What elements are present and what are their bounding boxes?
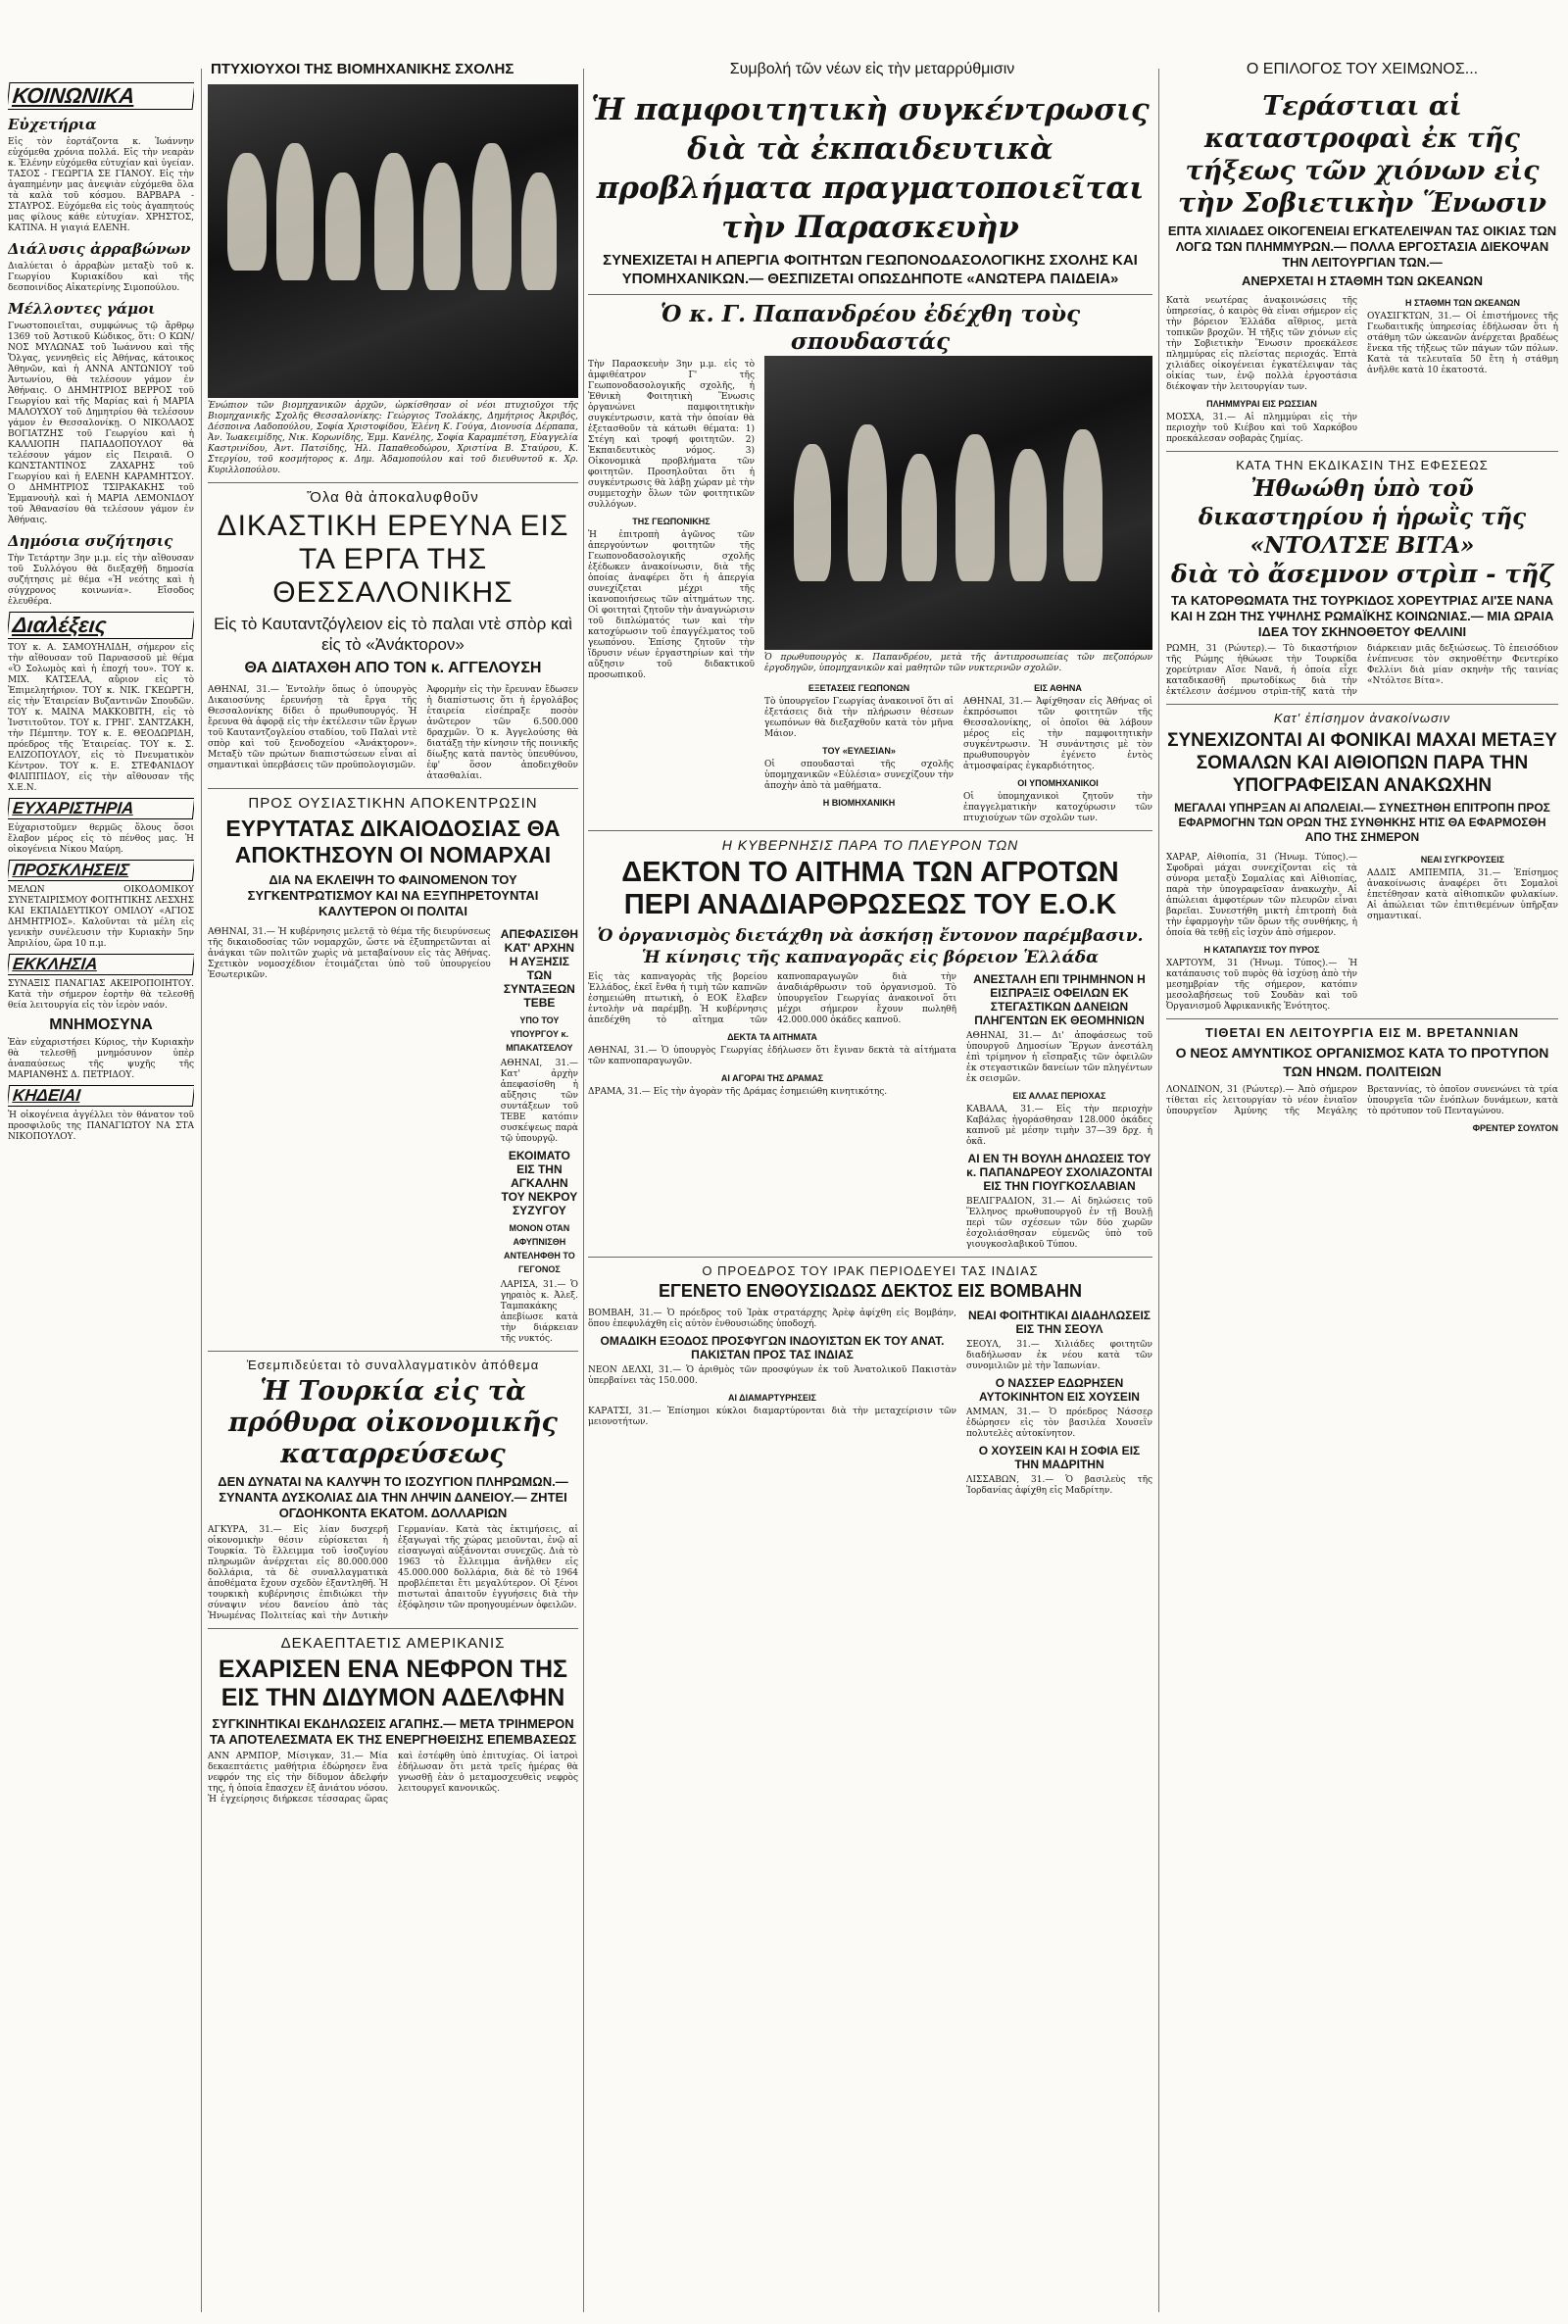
prov-deck: ΔΙΑ ΝΑ ΕΚΛΕΙΨΗ ΤΟ ΦΑΙΝΟΜΕΝΟΝ ΤΟΥ ΣΥΓΚΕΝΤΡΩΤΙΣΜΟΥ ΚΑΙ ΝΑ ΕΞΥΠΗΡΕΤΟΥΝΤΑΙ ΚΑΛΥΤΕΡΟΝ ΟΙ ΠΟΛΙΤΑΙ xyxy=(247,872,539,918)
somalia-body: ΧΑΡΑΡ, Αἰθιοπία, 31 (Ἡνωμ. Τύπος).— Σφοδραὶ μάχαι συνεχίζονται εἰς τὰ σύνορα μεταξὺ Σομαλίας καὶ Αἰθιοπίας, παρὰ τὴν ὑπογραφεῖσαν ἀνακωχὴν. Αἱ ἀπώλειαι ἀμφοτέρων τῶν πλευρῶν εἶναι βαρεῖαι. Συνεστήθη μικτὴ ἐπιτροπὴ διὰ τὴν ἐφαρμογὴν τῶν ὅρων τῆς συνθήκης, ἡ ὁποία θὰ τεθῇ εἰς ἰσχὺν ἀπὸ σήμερον. xyxy=(1166,853,1357,938)
kidney-body: ΑΝΝ ΑΡΜΠΟΡ, Μίσιγκαν, 31.— Μία δεκαεπτάετις μαθήτρια ἐδώρησεν ἕνα νεφρόν της εἰς τὴν δίδυμον ἀδελφήν της, ἡ ὁποία ἔπασχεν ἐξ ἀνιάτου νόσου. Ἡ ἐγχείρησις διήρκεσε τέσσαρας ὥρας καὶ ἐστέφθη ὑπὸ ἐπιτυχίας. Οἱ ἰατροὶ ἐδήλωσαν ὅτι μετὰ τρεῖς ἡμέρας θὰ γνωσθῇ ἐὰν ὁ μεταμοσχευθεὶς νεφρὸς λειτουργεῖ κανονικῶς. xyxy=(208,1752,578,1805)
photo-caption: Ἐνώπιον τῶν βιομηχανικῶν ἀρχῶν, ὡρκίσθησαν οἱ νέοι πτυχιοῦχοι τῆς Βιομηχανικῆς Σχολῆς Θεσσαλονίκης: Γεώργιος Τσολάκης, Δημήτριος Ἀκριβός, Δέσποινα Λαδοπούλου, Σοφία Χριστοφίδου, Ἑλένη Κ. Γούγα, Διονυσία Δέρπαπα, Ἀν. Ἰωακειμίδης, Νικ. Κορωνίδης, Ἐμμ. Κανέλης, Σοφία Καραμπέτση, Εὐαγγελία Καστρινίδου, Ἀντ. Πατσίδης, Ἠλ. Παπαθεοδώρου, Χριστίνα Β. Σταύρου, Κ. Στεργίου, τοῦ κοσμήτορος κ. Δημ. Ἀδαμοπούλου καὶ τοῦ διευθυντοῦ κ. Χρ. Κυριλλοπούλου. xyxy=(208,401,578,475)
snow-deck: ΕΠΤΑ ΧΙΛΙΑΔΕΣ ΟΙΚΟΓΕΝΕΙΑΙ ΕΓΚΑΤΕΛΕΙΨΑΝ ΤΑΣ ΟΙΚΙΑΣ ΤΩΝ ΛΟΓΩ ΤΩΝ ΠΛΗΜΜΥΡΩΝ.— ΠΟΛΛΑ ΕΡΓΟΣΤΑΣΙΑ ΔΙΕΚΟΨΑΝ ΤΗΝ ΛΕΙΤΟΥΡΓΙΑΝ ΤΩΝ.— xyxy=(1167,223,1557,270)
kill-body: ΛΑΡΙΣΑ, 31.— Ὁ γηραιὸς κ. Ἀλεξ. Ταμπακάκης ἀπεβίωσε κατὰ τὴν διάρκειαν τῆς νυκτός. xyxy=(500,1280,578,1344)
demonstr-body: ΚΑΡΑΤΣΙ, 31.— Ἐπίσημοι κύκλοι διαμαρτύρονται διὰ τὴν μεταχείρισιν τῶν μειονοτήτων. xyxy=(588,1407,956,1427)
social-column xyxy=(8,78,194,2312)
prov-body: ΑΘΗΝΑΙ, 31.— Ἡ κυβέρνησις μελετᾷ τὸ θέμα τῆς διευρύνσεως τῆς δικαιοδοσίας τῶν νομαρχῶν, ὥστε νὰ ἐξυπηρετῶνται αἱ ἀνάγκαι τῶν πολιτῶν χωρὶς νὰ μεταβαίνουν εἰς τὰς Ἀθήνας. Σχετικὸν νομοσχέδιον ἑτοιμάζεται ὑπὸ τοῦ ὑπουργείου Ἐσωτερικῶν. xyxy=(208,927,491,980)
drama-title: ΑΙ ΑΓΟΡΑΙ ΤΗΣ ΔΡΑΜΑΣ xyxy=(720,1073,824,1083)
bio-title: Η ΒΙΟΜΗΧΑΝΙΚΗ xyxy=(822,798,896,808)
nasser-body: ΑΜΜΑΝ, 31.— Ὁ πρόεδρος Νάσσερ ἐδώρησεν εἰς τὸν βασιλέα Χουσεῒν πολυτελὲς αὐτοκίνητον. xyxy=(966,1408,1152,1439)
top-header-col4: Ο ΕΠΙΛΟΓΟΣ ΤΟΥ ΧΕΙΜΩΝΟΣ... xyxy=(1246,61,1479,77)
russia-title: ΠΛΗΜΜΥΡΑΙ ΕΙΣ ΡΩΣΣΙΑΝ xyxy=(1206,399,1317,409)
sub-body: Οἱ ὑπομηχανικοὶ ζητοῦν τὴν ἐπαγγελματικὴν κατοχύρωσιν τῶν πτυχιούχων τῶν σχολῶν των. xyxy=(963,792,1152,823)
teve-sub: ΥΠΟ ΤΟΥ ΥΠΟΥΡΓΟΥ κ. ΜΠΑΚΑΤΣΕΛΟΥ xyxy=(506,1015,573,1053)
somalia-kicker: Κατ' ἐπίσημον ἀνακοίνωσιν xyxy=(1273,711,1451,725)
story-subhead: ΘΑ ΔΙΑΤΑΧΘΗ ΑΠΟ ΤΟΝ κ. ΑΓΓΕΛΟΥΣΗ xyxy=(244,660,542,676)
funeral-title: ΚΗΔΕΙΑΙ xyxy=(8,1085,194,1107)
nasser-title: Ο ΝΑΣΣΕΡ ΕΔΩΡΗΣΕΝ ΑΥΤΟΚΙΝΗΤΟΝ ΕΙΣ ΧΟΥΣΕΙΝ xyxy=(979,1376,1140,1404)
demands-body: ΑΘΗΝΑΙ, 31.— Ὁ ὑπουργὸς Γεωργίας ἐδήλωσεν ὅτι ἔγιναν δεκτὰ τὰ αἰτήματα τῶν καπνοπαραγωγῶν. xyxy=(588,1046,956,1066)
snow-headline: Τεράστιαι αἱ καταστροφαὶ ἐκ τῆς τήξεως τῶν χιόνων εἰς τὴν Σοβιετικὴν Ἕνωσιν xyxy=(1177,91,1547,219)
students-body: ΣΕΟΥΛ, 31.— Χιλιάδες φοιτητῶν διαδήλωσαν ἐκ νέου κατὰ τῶν συνομιλιῶν μὲ τὴν Ἰαπωνίαν. xyxy=(966,1340,1152,1371)
hussein-body: ΛΙΣΣΑΒΩΝ, 31.— Ὁ βασιλεὺς τῆς Ἰορδανίας ἀφίχθη εἰς Μαδρίτην. xyxy=(966,1475,1152,1496)
graduates-photo xyxy=(208,84,578,398)
teve-body: ΑΘΗΝΑΙ, 31.— Κατ' ἀρχὴν ἀπεφασίσθη ἡ αὔξησις τῶν συντάξεων τοῦ ΤΕΒΕ κατόπιν συσκέψεως παρὰ τῷ ὑπουργῷ. xyxy=(500,1059,578,1144)
farm-headline: ΔΕΚΤΟΝ ΤΟ ΑΙΤΗΜΑ ΤΩΝ ΑΓΡΟΤΩΝ ΠΕΡΙ ΑΝΑΔΙΑΡΘΡΩΣΕΩΣ ΤΟΥ Ε.Ο.Κ xyxy=(621,857,1119,920)
somalia-deck: ΜΕΓΑΛΑΙ ΥΠΗΡΞΑΝ ΑΙ ΑΠΩΛΕΙΑΙ.— ΣΥΝΕΣΤΗΘΗ ΕΠΙΤΡΟΠΗ ΠΡΟΣ ΕΦΑΡΜΟΓΗΝ ΤΩΝ ΟΡΩΝ ΤΗΣ ΣΥΝΘΗΚΗΣ ΗΤΙΣ ΘΑ ΕΦΑΡΜΟΣΘΗ ΑΠΟ ΤΗΣ ΣΗΜΕΡΟΝ xyxy=(1174,801,1550,844)
engagement-title: Διάλυσις ἀρραβώνων xyxy=(8,240,191,258)
public-title: Δημόσια συζήτησις xyxy=(8,532,173,550)
invites-title: ΠΡΟΣΚΛΗΣΕΙΣ xyxy=(8,860,194,881)
story-body-a: ΑΘΗΝΑΙ, 31.— Ἐντολὴν ὅπως ὁ ὑπουργὸς Δικαιοσύνης ἐρευνήσῃ τὰ ἔργα τῆς Θεσσαλονίκης δίδει ὁ πρωθυπουργός. Ἡ ἔρευνα θὰ ἀφορᾷ εἰς τὴν ἐκτέλεσιν τῶν ἔργων τοῦ Καυταντζογλείου σταδίου, τοῦ Παλαὶ ντὲ σπὸρ καὶ τοῦ ξενοδοχείου «Ἀνάκτορον». Μεταξὺ τῶν πρώτων διαπιστώσεων εἶναι αἱ σημαντικαὶ ὑπερβάσεις τῶν προϋπολογισμῶν. xyxy=(208,685,417,770)
farm-body: Εἰς τὰς καπναγορὰς τῆς βορείου Ἑλλάδος, ἐκεῖ ἔνθα ἡ τιμὴ τῶν καπνῶν ἐσημειώθη πτωτικὴ, ὁ ΕΟΚ ἔλαβεν ἐντολὴν νὰ παρέμβῃ. Ἡ κυβέρνησις ἀπεδέχθη τὸ αἴτημα τῶν καπνοπαραγωγῶν διὰ τὴν ἀναδιάρθρωσιν τοῦ ὀργανισμοῦ. Τὸ ὑπουργεῖον Γεωργίας ἀνακοινοῖ ὅτι μέχρι σήμερον ἔχουν πωληθῆ 42.000.000 ὀκάδες καπνοῦ. xyxy=(588,972,956,1025)
kill-sub: ΜΟΝΟΝ ΟΤΑΝ ΑΦΥΠΝΙΣΘΗ ΑΝΤΕΛΗΦΘΗ ΤΟ ΓΕΓΟΝΟΣ xyxy=(504,1223,575,1274)
loans-body: ΑΘΗΝΑΙ, 31.— Δι' ἀποφάσεως τοῦ ὑπουργοῦ Δημοσίων Ἔργων ἀνεστάλη ἐπὶ τρίμηνον ἡ εἴσπραξις τῶν ὀφειλῶν ἐκ στεγαστικῶν δανείων τῶν πληγέντων ἐκ σεισμῶν. xyxy=(966,1031,1152,1084)
pap-headline: Ὁ κ. Γ. Παπανδρέου ἐδέχθη τοὺς σπουδαστάς xyxy=(660,301,1081,355)
refugee-body: ΝΕΟΝ ΔΕΛΧΙ, 31.— Ὁ ἀριθμὸς τῶν προσφύγων ἐκ τοῦ Ἀνατολικοῦ Πακιστὰν ὑπερβαίνει τὰς 150.000. xyxy=(588,1365,956,1386)
memorials-title: ΜΝΗΜΟΣΥΝΑ xyxy=(49,1016,153,1033)
column-4 xyxy=(1166,90,1558,2312)
union-body: ΑΘΗΝΑΙ, 31.— Ἀφίχθησαν εἰς Ἀθήνας οἱ ἐκπρόσωποι τῶν φοιτητῶν τῆς Θεσσαλονίκης, οἱ ὁποῖοι θὰ λάβουν μέρος εἰς τὴν παμφοιτητικὴν συγκέντρωσιν. Ἡ συνάντησις μὲ τὸν πρωθυπουργὸν ἐγένετο ἐντὸς ἀτμοσφαίρας ἐγκαρδιότητος. xyxy=(963,697,1152,771)
verdict-deck: ΤΑ ΚΑΤΟΡΘΩΜΑΤΑ ΤΗΣ ΤΟΥΡΚΙΔΟΣ ΧΟΡΕΥΤΡΙΑΣ ΑΙ'ΣΕ ΝΑΝΑ ΚΑΙ Η ΖΩΗ ΤΗΣ ΥΨΗΛΗΣ ΡΩΜΑΪΚΗΣ ΚΟΙΝΩΝΙΑΣ.— ΜΙΑ ΩΡΑΙΑ ΙΔΕΑ ΤΟΥ ΣΚΗΝΟΘΕΤΟΥ ΦΕΛΛΙΝΙ xyxy=(1170,593,1554,639)
uk-body: ΛΟΝΔΙΝΟΝ, 31 (Ρώυτερ).— Ἀπὸ σήμερον τίθεται εἰς λειτουργίαν τὸ νέον ἑνιαῖον ὑπουργεῖον Ἀμύνης τῆς Μεγάλης Βρεταννίας, τὸ ὁποῖον συνενώνει τὰ τρία ὑπουργεῖα τῶν ἐνόπλων δυνάμεων, κατὰ τὸ πρότυπον τοῦ Πενταγώνου. xyxy=(1166,1085,1558,1116)
turkey-kicker: Ἐσεμπιδεύεται τὸ συναλλαγματικὸν ἀπόθεμα xyxy=(246,1358,540,1372)
kidney-deck: ΣΥΓΚΙΝΗΤΙΚΑΙ ΕΚΔΗΛΩΣΕΙΣ ΑΓΑΠΗΣ.— ΜΕΤΑ ΤΡΙΗΜΕΡΟΝ ΤΑ ΑΠΟΤΕΛΕΣΜΑΤΑ ΕΚ ΤΗΣ ΕΝΕΡΓΗΘΕΙΣΗΣ ΕΠΕΜΒΑΣΕΩΣ xyxy=(209,1716,577,1747)
story-kicker: Ὅλα θὰ ἀποκαλυφθοῦν xyxy=(307,489,479,506)
eulelia-body: Οἱ σπουδασταὶ τῆς σχολῆς ὑπομηχανικῶν «Εὐλέσια» συνεχίζουν τὴν ἀποχὴν ἀπὸ τὰ μαθήματα. xyxy=(764,760,954,791)
section-social: ΚΟΙΝΩΝΙΚΑ xyxy=(8,82,194,110)
clash-body: ΑΔΔΙΣ ΑΜΠΕΜΠΑ, 31.— Ἐπίσημος ἀνακοίνωσις ἀναφέρει ὅτι Σομαλοὶ ἐπετέθησαν κατὰ αἰθιοπικῶν φυλακίων. Αἱ ἀπώλειαι τῶν ἐπιτιθεμένων ὑπῆρξαν σημαντικαί. xyxy=(1367,868,1558,921)
students-title: ΝΕΑΙ ΦΟΙΤΗΤΙΚΑΙ ΔΙΑΔΗΛΩΣΕΙΣ ΕΙΣ ΤΗΝ ΣΕΟΥΛ xyxy=(967,1309,1152,1336)
exam-title: ΕΞΕΤΑΣΕΙΣ ΓΕΩΠΟΝΩΝ xyxy=(808,683,910,693)
papandreou-caption: Ὁ πρωθυπουργὸς κ. Παπανδρέου, μετὰ τῆς ἀντιπροσωπείας τῶν πεζοπόρων ἐργοδηγῶν, ὑπομηχανικῶν καὶ μαθητῶν τῶν νυκτερινῶν σχολῶν. xyxy=(764,653,1152,673)
column-rule xyxy=(201,69,202,2312)
pap-body: Τὴν Παρασκευὴν 3ην μ.μ. εἰς τὸ ἀμφιθέατρον Γ' τῆς Γεωπονοδασολογικῆς σχολῆς, ἡ Ἐθνικὴ Φοιτητικὴ Ἕνωσις ὀργανώνει παμφοιτητικὴν συγκέντρωσιν, κατὰ τὴν ὁποίαν θὰ ἐξετασθοῦν τὰ κάτωθι θέματα: 1) Στέγη καὶ τροφή φοιτητῶν. 2) Ἐκπαιδευτικὸς νόμος. 3) Οἰκονομικὰ προβλήματα τῶν φοιτητῶν. Προσηλοῦται ὅτι ἡ συγκέντρωσις θὰ λάβῃ χώραν μὲ τὴν συμμετοχὴν ὅλων τῶν φοιτητικῶν συλλόγων. xyxy=(588,360,755,510)
column-2 xyxy=(208,84,578,2312)
demonstr-title: ΑΙ ΔΙΑΜΑΡΤΥΡΗΣΕΙΣ xyxy=(728,1393,816,1403)
story-deck: Εἰς τὸ Καυταντζόγλειον εἰς τὸ παλαι ντὲ σπὸρ καὶ εἰς τὸ «Ἀνάκτορον» xyxy=(214,615,572,654)
prov-headline: ΕΥΡΥΤΑΤΑΣ ΔΙΚΑΙΟΔΟΣΙΑΣ ΘΑ ΑΠΟΚΤΗΣΟΥΝ ΟΙ ΝΟΜΑΡΧΑΙ xyxy=(225,816,561,867)
areas-title: ΕΙΣ ΑΛΛΑΣ ΠΕΡΙΟΧΑΣ xyxy=(1012,1091,1106,1101)
teve-title: ΑΠΕΦΑΣΙΣΘΗ ΚΑΤ' ΑΡΧΗΝ Η ΑΥΞΗΣΙΣ ΤΩΝ ΣΥΝΤΑΞΕΩΝ ΤΕΒΕ xyxy=(500,927,578,1010)
farm-deck: Ὁ ὀργανισμὸς διετάχθη νὰ ἀσκήσῃ ἔντονον παρέμβασιν. Ἡ κίνησις τῆς καπναγορᾶς εἰς βόρειον Ἑλλάδα xyxy=(597,926,1144,967)
engagement-text: Διαλύεται ὁ ἀρραβὼν μεταξὺ τοῦ κ. Γεωργίου Κυριακίδου καὶ τῆς δεσποινίδος Αἰκατερίνης Σιμοπούλου. xyxy=(8,262,194,293)
church-text: ΣΥΝΑΞΙΣ ΠΑΝΑΓΙΑΣ ΑΚΕΙΡΟΠΟΙΗΤΟΥ. Κατὰ τὴν σήμερον ἐορτὴν θὰ τελεσθῇ θεία λειτουργία εἰς τὸν ἱερὸν ναόν. xyxy=(8,979,194,1011)
hussein-title: Ο ΧΟΥΣΕΙΝ ΚΑΙ Η ΣΟΦΙΑ ΕΙΣ ΤΗΝ ΜΑΔΡΙΤΗΝ xyxy=(978,1444,1141,1471)
snow-subhead: ΑΝΕΡΧΕΤΑΙ Η ΣΤΑΘΜΗ ΤΩΝ ΩΚΕΑΝΩΝ xyxy=(1241,273,1483,288)
wishes-text: Εἰς τὸν ἑορτάζοντα κ. Ἰωάννην εὐχόμεθα χρόνια πολλά. Εἰς τὴν νεαρὰν κ. Ἐλένην εὐχόμεθα εὐτυχίαν καὶ ὑγείαν. ΤΑΣΟΣ - ΓΕΩΡΓΙΑ ΣΕ ΓΙΑΝΟΥ. Εἰς τὴν ἀγαπημένην μας ἀνεψιὰν εὐχόμεθα ὅλα τὰ καλὰ τοῦ κόσμου. ΒΑΡΒΑΡΑ - ΣΤΑΥΡΟΣ. Εὐχόμεθα εἰς τοὺς ἀγαπητούς μας φίλους κάθε εὐτυχίαν. ΧΡΗΣΤΟΣ, ΚΑΤΙΝΑ. Η γιαγιά ΕΛΕΝΗ. xyxy=(8,137,194,233)
iraq-kicker: Ο ΠΡΟΕΔΡΟΣ ΤΟΥ ΙΡΑΚ ΠΕΡΙΟΔΕΥΕΙ ΤΑΣ ΙΝΔΙΑΣ xyxy=(702,1263,1039,1278)
kidney-headline: ΕΧΑΡΙΣΕΝ ΕΝΑ ΝΕΦΡΟΝ ΤΗΣ ΕΙΣ ΤΗΝ ΔΙΔΥΜΟΝ ΑΔΕΛΦΗΝ xyxy=(218,1656,568,1711)
russia-body: ΜΟΣΧΑ, 31.— Αἱ πλημμύραι εἰς τὴν περιοχὴν τοῦ Κιέβου καὶ τοῦ Χαρκόβου προεκάλεσαν σοβαρὰς ζημίας. xyxy=(1166,413,1357,444)
iraq-body: ΒΟΜΒΑΗ, 31.— Ὁ πρόεδρος τοῦ Ἰρὰκ στρατάρχης Ἀρὲφ ἀφίχθη εἰς Βομβάην, ὅπου ἐπεφυλάχθη εἰς αὐτὸν ἐνθουσιώδης ὑποδοχή. xyxy=(588,1309,956,1329)
top-header-col3: Συμβολή τῶν νέων εἰς τὴν μεταρρύθμισιν xyxy=(729,61,1015,77)
kidney-kicker: ΔΕΚΑΕΠΤΑΕΤΙΣ ΑΜΕΡΙΚΑΝΙΣ xyxy=(280,1635,506,1652)
top-header-col2: ΠΤΥΧΙΟΥΧΟΙ ΤΗΣ ΒΙΟΜΗΧΑΝΙΚΗΣ ΣΧΟΛΗΣ xyxy=(211,61,514,77)
cyprus-title: ΑΙ ΕΝ ΤΗ ΒΟΥΛΗ ΔΗΛΩΣΕΙΣ ΤΟΥ κ. ΠΑΠΑΝΔΡΕΟΥ ΣΧΟΛΙΑΖΟΝΤΑΙ ΕΙΣ ΤΗΝ ΓΙΟΥΓΚΟΣΛΑΒΙΑΝ xyxy=(966,1152,1152,1193)
column-rule xyxy=(583,69,584,2312)
union-title: ΕΙΣ ΑΘΗΝΑ xyxy=(1034,683,1082,693)
strike-title: ΤΗΣ ΓΕΩΠΟΝΙΚΗΣ xyxy=(632,517,710,526)
strike-body: Ἡ ἐπιτροπὴ ἀγῶνος τῶν ἀπεργούντων φοιτητῶν τῆς Γεωπονοδασολογικῆς σχολῆς ἐξέδωκεν ἀνακοίνωσιν, διὰ τῆς ὁποίας ἀναφέρει ὅτι ἡ ἀπεργία συνεχίζεται μέχρι τῆς ἱκανοποιήσεως τῶν αἰτημάτων της. Οἱ φοιτηταὶ ζητοῦν τὴν ἀναγνώρισιν τοῦ διπλώματός των καὶ τὴν κατοχύρωσιν τοῦ ἐπαγγέλματος τοῦ γεωπόνου. Ἐπίσης ζητοῦν τὴν ἵδρυσιν νέων ἐργαστηρίων καὶ τὴν αὔξησιν τοῦ διδακτικοῦ προσωπικοῦ. xyxy=(588,530,755,680)
weddings-text: Γνωστοποιεῖται, συμφώνως τῷ ἄρθρῳ 1369 τοῦ Ἀστικοῦ Κώδικος, ὅτι: Ο ΚΩΝ/ΝΟΣ ΜΥΛΩΝΑΣ τοῦ Ἰωάννου καὶ τῆς Ὄλγας, γεννηθεὶς εἰς Ἀθήνας, κάτοικος Ἀθηνῶν, καὶ ἡ ΑΝΝΑ ΑΝΤΩΝΙΟΥ τοῦ Ἀντωνίου, θὰ τελέσουν γάμον ἐν Ἀθήναις. Ο ΔΗΜΗΤΡΙΟΣ ΒΕΡΡΟΣ τοῦ Γεωργίου καὶ τῆς Μαρίας καὶ ἡ ΜΑΡΙΑ ΜΑΛΟΥΧΟΥ τοῦ Δημητρίου θὰ τελέσουν γάμον ἐν Θεσσαλονίκῃ. Ο ΝΙΚΟΛΑΟΣ ΒΟΓΙΑΤΖΗΣ τοῦ Γεωργίου καὶ ἡ ΚΑΛΛΙΟΠΗ ΠΑΠΑΔΟΠΟΥΛΟΥ θὰ τελέσουν γάμον εἰς Πειραιᾶ. Ο ΚΩΝΣΤΑΝΤΙΝΟΣ ΖΑΧΑΡΗΣ τοῦ Γεωργίου καὶ ἡ ΕΛΕΝΗ ΚΑΡΑΜΗΤΣΟΥ. Ο ΔΗΜΗΤΡΙΟΣ ΤΣΙΡΑΚΑΚΗΣ τοῦ Ἐμμανουὴλ καὶ ἡ ΜΑΡΙΑ ΛΕΜΟΝΙΔΟΥ τοῦ Ἀθανασίου θὰ τελέσουν γάμον ἐν Ἀθήναις. xyxy=(8,321,194,525)
verdict-headline-2: διὰ τὸ ἄσεμνον στρὶπ - τῆζ xyxy=(1170,560,1553,588)
turkey-body: ΑΓΚΥΡΑ, 31.— Εἰς λίαν δυσχερῆ οἰκονομικὴν θέσιν εὑρίσκεται ἡ Τουρκία. Τὸ ἔλλειμμα τοῦ ἰσοζυγίου πληρωμῶν ἀνέρχεται εἰς 80.000.000 δολλάρια, τὰ δὲ συναλλαγματικὰ ἀποθέματα ἔχουν σχεδὸν ἐξαντληθῆ. Ἡ τουρκικὴ κυβέρνησις ἐπιδιώκει τὴν σύναψιν νέου δανείου ἀπὸ τὰς Ἡνωμένας Πολιτείας καὶ τὴν Δυτικὴν Γερμανίαν. Κατὰ τὰς ἐκτιμήσεις, αἱ ἐξαγωγαὶ τῆς χώρας μειοῦνται, ἐνῷ αἱ εἰσαγωγαὶ αὐξάνονται συνεχῶς. Διὰ τὸ 1963 τὸ ἔλλειμμα ἀνῆλθεν εἰς 45.000.000 δολλάρια, διὰ δὲ τὸ 1964 προβλέπεται ἔτι μεγαλύτερον. Οἱ ξένοι πιστωταὶ ἀπαιτοῦν ἐγγυήσεις διὰ τὴν ἐξόφλησιν τῶν προηγουμένων ὀφειλῶν. xyxy=(208,1525,578,1621)
loans-title: ΑΝΕΣΤΑΛΗ ΕΠΙ ΤΡΙΗΜΗΝΟΝ Η ΕΙΣΠΡΑΞΙΣ ΟΦΕΙΛΩΝ ΕΚ ΣΤΕΓΑΣΤΙΚΩΝ ΔΑΝΕΙΩΝ ΠΛΗΓΕΝΤΩΝ ΕΚ ΘΕΟΜΗΝΙΩΝ xyxy=(973,972,1146,1027)
lectures-text: ΤΟΥ κ. Α. ΣΑΜΟΥΗΛΙΔΗ, σήμερον εἰς τὴν αἴθουσαν τοῦ Παρνασσοῦ μὲ θέμα «Ὁ Σολωμὸς καὶ ἡ ἐποχή του». ΤΟΥ κ. ΜΙΧ. ΚΑΤΣΕΛΑ, αὔριον εἰς τὸ Ἐπιμελητήριον. ΤΟΥ κ. ΝΙΚ. ΓΚΕΩΡΓΗ, εἰς τὴν Ἑταιρείαν Βυζαντινῶν Σπουδῶν. ΤΟΥ κ. ΜΑΙΝΑ ΜΑΚΚΟΒΙΤΗ, εἰς τὸ Ἰνστιτοῦτον. ΤΟΥ κ. ΓΡΗΓ. ΣΑΝΤΖΑΚΗ, τὴν Πέμπτην. ΤΟΥ κ. Ε. ΘΕΟΔΩΡΙΔΗ, πρόεδρος τῆς Ἑταιρείας. ΤΟΥ κ. Σ. ΕΛΙΖΟΠΟΥΛΟΥ, εἰς τὸ Πνευματικὸν Κέντρον. ΤΟΥ κ. Ε. ΣΤΕΦΑΝΙΔΟΥ ΦΙΛΙΠΠΙΔΟΥ, εἰς τὴν αἴθουσαν τῆς Χ.Ε.Ν. xyxy=(8,643,194,793)
turkey-headline: Ἡ Τουρκία εἰς τὰ πρόθυρα οἰκονομικῆς καταρρεύσεως xyxy=(228,1376,558,1469)
turkey-deck: ΔΕΝ ΔΥΝΑΤΑΙ ΝΑ ΚΑΛΥΨΗ ΤΟ ΙΣΟΖΥΓΙΟΝ ΠΛΗΡΩΜΩΝ.— ΣΥΝΑΝΤΑ ΔΥΣΚΟΛΙΑΣ ΔΙΑ ΤΗΝ ΛΗΨΙΝ ΔΑΝΕΙΟΥ.— ΖΗΤΕΙ ΟΓΔΟΗΚΟΝΤΑ ΕΚΑΤΟΜ. ΔΟΛΛΑΡΙΩΝ xyxy=(218,1474,568,1520)
eulelia-title: ΤΟΥ «ΕΥΛΕΣΙΑΝ» xyxy=(822,746,896,756)
clash-title: ΝΕΑΙ ΣΥΓΚΡΟΥΣΕΙΣ xyxy=(1420,855,1505,865)
kill-title: ΕΚΟΙΜΑΤΟ ΕΙΣ ΤΗΝ ΑΓΚΑΛΗΝ ΤΟΥ ΝΕΚΡΟΥ ΣΥΖΥΓΟΥ xyxy=(501,1149,578,1217)
prov-kicker: ΠΡΟΣ ΟΥΣΙΑΣΤΙΚΗΝ ΑΠΟΚΕΝΤΡΩΣΙΝ xyxy=(248,795,538,812)
uk-headline: Ο ΝΕΟΣ ΑΜΥΝΤΙΚΟΣ ΟΡΓΑΝΙΣΜΟΣ ΚΑΤΑ ΤΟ ΠΡΟΤΥΠΟΝ ΤΩΝ ΗΝΩΜ. ΠΟΛΙΤΕΙΩΝ xyxy=(1175,1045,1549,1079)
drama-body: ΔΡΑΜΑ, 31.— Εἰς τὴν ἀγορὰν τῆς Δράμας ἐσημειώθη κινητικότης. xyxy=(588,1087,888,1097)
funeral-text: Ἡ οἰκογένεια ἀγγέλλει τὸν θάνατον τοῦ προσφιλοῦς της ΠΑΝΑΓΙΩΤΟΥ ΝΑ ΣΤΑ ΝΙΚΟΠΟΥΛΟΥ. xyxy=(8,1111,194,1142)
refugee-title: ΟΜΑΔΙΚΗ ΕΞΟΔΟΣ ΠΡΟΣΦΥΓΩΝ ΙΝΔΟΥΙΣΤΩΝ ΕΚ ΤΟΥ ΑΝΑΤ. ΠΑΚΙΣΤΑΝ ΠΡΟΣ ΤΑΣ ΙΝΔΙΑΣ xyxy=(600,1334,945,1361)
areas-body: ΚΑΒΑΛΑ, 31.— Εἰς τὴν περιοχὴν Καβάλας ἠγοράσθησαν 128.000 ὀκάδες καπνοῦ μὲ μέσην τιμὴν 37—39 δρχ. ἡ ὀκᾶ. xyxy=(966,1105,1152,1147)
exam-body: Τὸ ὑπουργεῖον Γεωργίας ἀνακοινοῖ ὅτι αἱ ἐξετάσεις διὰ τὴν πλήρωσιν θέσεων γεωπόνων θὰ διεξαχθοῦν κατὰ τὸν μῆνα Μάιον. xyxy=(764,697,954,739)
ocean-title: Η ΣΤΑΘΜΗ ΤΩΝ ΩΚΕΑΝΩΝ xyxy=(1405,298,1520,308)
sub-title: ΟΙ ΥΠΟΜΗΧΑΝΙΚΟΙ xyxy=(1017,778,1099,788)
story-body-b: Ἀφορμὴν εἰς τὴν ἔρευναν ἔδωσεν ἡ διαπίστωσις ὅτι ἡ ἐργολάβος ἑταιρεία εἰσέπραξε ποσὸν ἀνῶτερον τῶν 6.500.000 δραχμῶν. Ὁ κ. Ἀγγελούσης θὰ διατάξῃ τὴν κίνησιν τῆς ποινικῆς δίωξης κατὰ παντὸς ὑπευθύνου, ἐφ' ὅσον ἀποδειχθοῦν ἀτασθαλίαι. xyxy=(426,685,578,781)
verdict-kicker: ΚΑΤΑ ΤΗΝ ΕΚΔΙΚΑΣΙΝ ΤΗΣ ΕΦΕΣΕΩΣ xyxy=(1236,458,1489,472)
demands-title: ΔΕΚΤΑ ΤΑ ΑΙΤΗΜΑΤΑ xyxy=(727,1032,817,1042)
farm-kicker: Η ΚΥΒΕΡΝΗΣΙΣ ΠΑΡΑ ΤΟ ΠΛΕΥΡΟΝ ΤΩΝ xyxy=(721,837,1019,853)
church-title: ΕΚΚΛΗΣΙΑ xyxy=(8,954,194,975)
iraq-headline: ΕΓΕΝΕΤΟ ΕΝΘΟΥΣΙΩΔΩΣ ΔΕΚΤΟΣ ΕΙΣ ΒΟΜΒΑΗΝ xyxy=(659,1281,1082,1301)
lectures-title: Διαλέξεις xyxy=(8,612,194,639)
fire-title: Η ΚΑΤΑΠΑΥΣΙΣ ΤΟΥ ΠΥΡΟΣ xyxy=(1203,945,1320,955)
thanks-text: Εὐχαριστοῦμεν θερμῶς ὅλους ὅσοι ἔλαβον μέρος εἰς τὸ πένθος μας. Ἡ οἰκογένεια Νίκου Μαύρη. xyxy=(8,823,194,855)
uk-kicker: ΤΙΘΕΤΑΙ ΕΝ ΛΕΙΤΟΥΡΓΙΑ ΕΙΣ Μ. ΒΡΕΤΑΝΝΙΑΝ xyxy=(1204,1025,1520,1040)
cyprus-body: ΒΕΛΙΓΡΑΔΙΟΝ, 31.— Αἱ δηλώσεις τοῦ Ἕλληνος πρωθυπουργοῦ ἐν τῇ Βουλῇ περὶ τῶν σχέσεων τῶν δύο χωρῶν ἐσχολιάσθησαν εὐμενῶς ὑπὸ τοῦ γιουγκοσλαβικοῦ Τύπου. xyxy=(966,1197,1152,1250)
somalia-headline: ΣΥΝΕΧΙΖΟΝΤΑΙ ΑΙ ΦΟΝΙΚΑΙ ΜΑΧΑΙ ΜΕΤΑΞΥ ΣΟΜΑΛΩΝ ΚΑΙ ΑΙΘΙΟΠΩΝ ΠΑΡΑ ΤΗΝ ΥΠΟΓΡΑΦΕΙΣΑΝ ΑΝΑΚΩΧΗΝ xyxy=(1167,730,1557,796)
papandreou-photo xyxy=(764,356,1152,650)
ocean-body: ΟΥΑΣΙΓΚΤΩΝ, 31.— Οἱ ἐπιστήμονες τῆς Γεωδαιτικῆς ὑπηρεσίας ἐδήλωσαν ὅτι ἡ στάθμη τῶν ὠκεανῶν ἀνέρχεται βραδέως ἕνεκα τῆς τήξεως τῶν πάγων τῶν πόλων. Κατὰ τὰ τελευταῖα 50 ἔτη ἡ στάθμη ἀνῆλθε κατὰ 10 ἑκατοστά. xyxy=(1367,312,1558,375)
wishes-title: Εὐχετήρια xyxy=(8,116,97,133)
verdict-body: ΡΩΜΗ, 31 (Ρώυτερ).— Τὸ δικαστήριον τῆς Ρώμης ἠθώωσε τὴν Τουρκίδα χορεύτριαν Αἴσε Νανᾶ, ἡ ὁποία εἶχε καταδικασθῆ πρωτοδίκως διὰ τὴν ἐκτέλεσιν ἀσέμνου στρὶπ-τῆζ κατὰ τὴν διάρκειαν μιᾶς δεξιώσεως. Τὸ ἐπεισόδιον ἐνέπνευσε τὸν σκηνοθέτην Φεντερίκο Φελλίνι διὰ μίαν σκηνὴν τῆς ταινίας «Ντόλτσε Βίτα». xyxy=(1166,644,1558,697)
main-deck: ΣΥΝΕΧΙΖΕΤΑΙ Η ΑΠΕΡΓΙΑ ΦΟΙΤΗΤΩΝ ΓΕΩΠΟΝΟΔΑΣΟΛΟΓΙΚΗΣ ΣΧΟΛΗΣ ΚΑΙ ΥΠΟΜΗΧΑΝΙΚΩΝ.— ΘΕΣΠΙΖΕΤΑΙ ΟΠΩΣΔΗΠΟΤΕ «ΑΝΩΤΕΡΑ ΠΑΙΔΕΙΑ» xyxy=(603,252,1138,287)
story-headline: ΔΙΚΑΣΤΙΚΗ ΕΡΕΥΝΑ ΕΙΣ ΤΑ ΕΡΓΑ ΤΗΣ ΘΕΣΣΑΛΟΝΙΚΗΣ xyxy=(217,510,569,609)
snow-body: Κατὰ νεωτέρας ἀνακοινώσεις τῆς ὑπηρεσίας, ὁ καιρὸς θὰ εἶναι σήμερον εἰς τὴν βόρειον Ἑλλάδα αἴθριος, μετὰ τοπικῶν βροχῶν. Ἡ τῆξις τῶν χιόνων εἰς τὴν Σοβιετικὴν Ἕνωσιν προεκάλεσε πλημμύρας εἰς πλείστας περιοχάς. Ἑπτὰ χιλιάδες οἰκογένειαι ἐγκατέλειψαν τὰς οἰκίας των, ἐνῷ πολλὰ ἐργοστάσια διέκοψαν τὴν λειτουργίαν των. xyxy=(1166,296,1357,392)
memorials-text: Ἐὰν εὐχαριστήσει Κύριος, τὴν Κυριακὴν θὰ τελεσθῇ μνημόσυνον ὑπὲρ ἀναπαύσεως τῆς ψυχῆς τῆς ΜΑΡΙΑΝΘΗΣ Δ. ΠΕΤΡΙΔΟΥ. xyxy=(8,1038,194,1080)
column-3 xyxy=(588,90,1152,2312)
invites-text: ΜΕΛΩΝ ΟΙΚΟΔΟΜΙΚΟΥ ΣΥΝΕΤΑΙΡΙΣΜΟΥ ΦΟΙΤΗΤΙΚΗΣ ΛΕΣΧΗΣ ΚΑΙ ΕΚΠΑΙΔΕΥΤΙΚΟΥ ΟΜΙΛΟΥ «ΑΓΙΟΣ ΔΗΜΗΤΡΙΟΣ». Καλοῦνται τὰ μέλη εἰς γενικὴν συνέλευσιν τὴν Κυριακὴν 5ην Ἀπριλίου, ὥρα 10 π.μ. xyxy=(8,885,194,949)
verdict-headline: Ἠθωώθη ὑπὸ τοῦ δικαστηρίου ἡ ἡρωῒς τῆς «ΝΤΟΛΤΣΕ ΒΙΤΑ» xyxy=(1198,475,1527,559)
public-text: Τὴν Τετάρτην 3ην μ.μ. εἰς τὴν αἴθουσαν τοῦ Συλλόγου θὰ διεξαχθῇ δημοσία συζήτησις μὲ θέμα «Ἡ νεότης καὶ ἡ σύγχρονος κοινωνία». Εἴσοδος ἐλευθέρα. xyxy=(8,554,194,607)
weddings-title: Μέλλοντες γάμοι xyxy=(8,300,156,318)
column-rule xyxy=(1158,69,1159,2312)
signature: ΦΡΕΝΤΕΡ ΣΟΥΛΤΟΝ xyxy=(1472,1123,1558,1133)
main-headline: Ἡ παμφοιτητικὴ συγκέντρωσις διὰ τὰ ἐκπαιδευτικὰ προβλήματα πραγματοποιεῖται τὴν Παρασκευὴν xyxy=(591,92,1150,245)
fire-body: ΧΑΡΤΟΥΜ, 31 (Ἡνωμ. Τύπος).— Ἡ κατάπαυσις τοῦ πυρὸς θὰ ἰσχύσῃ ἀπὸ τὴν μεσημβρίαν τῆς σήμερον, κατόπιν μεσολαβήσεως τοῦ Σουδὰν καὶ τοῦ Ὀργανισμοῦ Ἀφρικανικῆς Ἑνότητος. xyxy=(1166,959,1357,1012)
thanks-title: ΕΥΧΑΡΙΣΤΗΡΙΑ xyxy=(8,798,194,819)
